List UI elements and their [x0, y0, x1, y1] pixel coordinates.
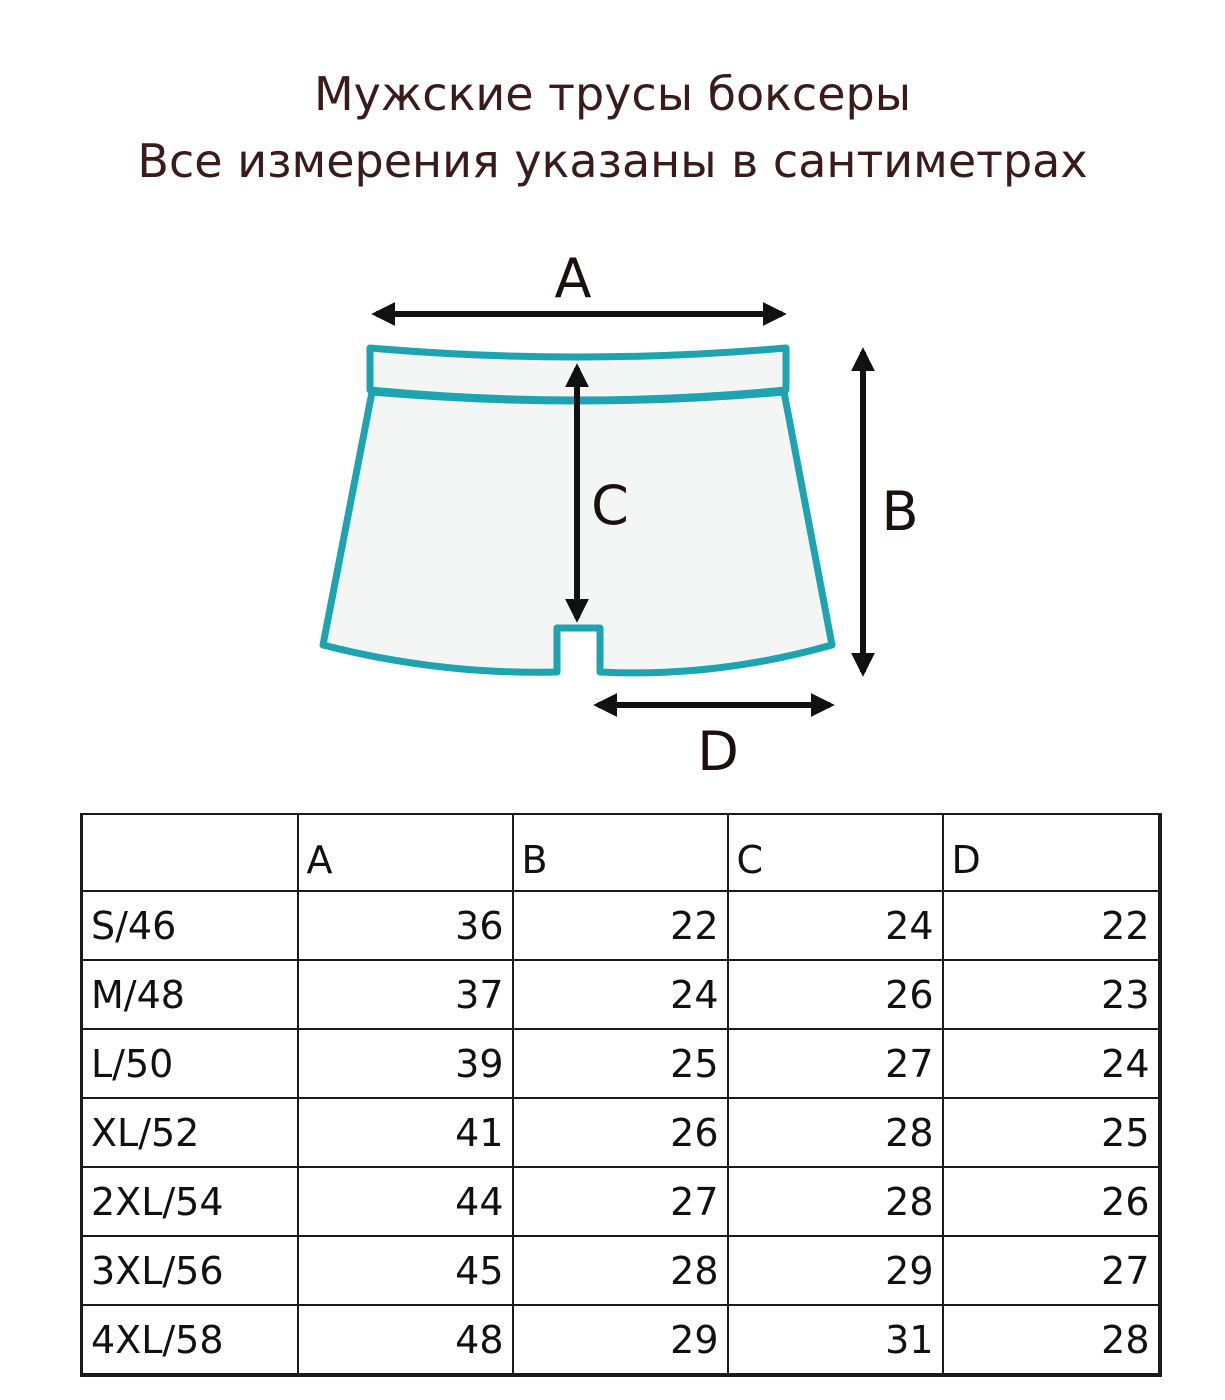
size-cell: 2XL/54	[82, 1167, 298, 1236]
header-cell-c: C	[728, 814, 943, 891]
size-cell: L/50	[82, 1029, 298, 1098]
size-cell: M/48	[82, 960, 298, 1029]
value-a-cell: 36	[298, 891, 513, 960]
value-a-cell: 41	[298, 1098, 513, 1167]
label-d: D	[697, 720, 739, 783]
size-cell: 3XL/56	[82, 1236, 298, 1305]
value-a-cell: 45	[298, 1236, 513, 1305]
header-cell-empty	[82, 814, 298, 891]
table-row	[82, 1236, 1160, 1305]
title-line-2: Все измерения указаны в сантиметрах	[137, 134, 1088, 188]
size-cell: S/46	[82, 891, 298, 960]
value-b-cell: 26	[513, 1098, 728, 1167]
value-b-cell: 22	[513, 891, 728, 960]
value-a-cell: 39	[298, 1029, 513, 1098]
value-b-cell: 27	[513, 1167, 728, 1236]
label-a: A	[554, 247, 592, 310]
value-c-cell: 29	[728, 1236, 943, 1305]
table-row	[82, 1029, 1160, 1098]
table-row	[82, 1167, 1160, 1236]
value-c-cell: 27	[728, 1029, 943, 1098]
value-b-cell: 24	[513, 960, 728, 1029]
value-b-cell: 29	[513, 1305, 728, 1375]
table-row	[82, 891, 1160, 960]
value-d-cell: 24	[943, 1029, 1160, 1098]
header-cell-d: D	[943, 814, 1160, 891]
size-cell: XL/52	[82, 1098, 298, 1167]
table-row	[82, 1305, 1160, 1375]
table-header-row	[82, 814, 1160, 891]
value-a-cell: 48	[298, 1305, 513, 1375]
value-c-cell: 28	[728, 1167, 943, 1236]
size-table	[80, 813, 1162, 1377]
table-row	[82, 960, 1160, 1029]
value-d-cell: 28	[943, 1305, 1160, 1375]
title-line-1: Мужские трусы боксеры	[313, 67, 912, 121]
value-d-cell: 27	[943, 1236, 1160, 1305]
value-d-cell: 25	[943, 1098, 1160, 1167]
value-b-cell: 25	[513, 1029, 728, 1098]
header-cell-b: B	[513, 814, 728, 891]
size-cell: 4XL/58	[82, 1305, 298, 1375]
label-c: C	[591, 474, 629, 537]
header-cell-a: A	[298, 814, 513, 891]
value-b-cell: 28	[513, 1236, 728, 1305]
value-d-cell: 26	[943, 1167, 1160, 1236]
value-d-cell: 23	[943, 960, 1160, 1029]
value-a-cell: 44	[298, 1167, 513, 1236]
value-a-cell: 37	[298, 960, 513, 1029]
value-c-cell: 31	[728, 1305, 943, 1375]
value-c-cell: 28	[728, 1098, 943, 1167]
label-b: B	[881, 480, 919, 543]
value-c-cell: 26	[728, 960, 943, 1029]
table-row	[82, 1098, 1160, 1167]
value-c-cell: 24	[728, 891, 943, 960]
value-d-cell: 22	[943, 891, 1160, 960]
